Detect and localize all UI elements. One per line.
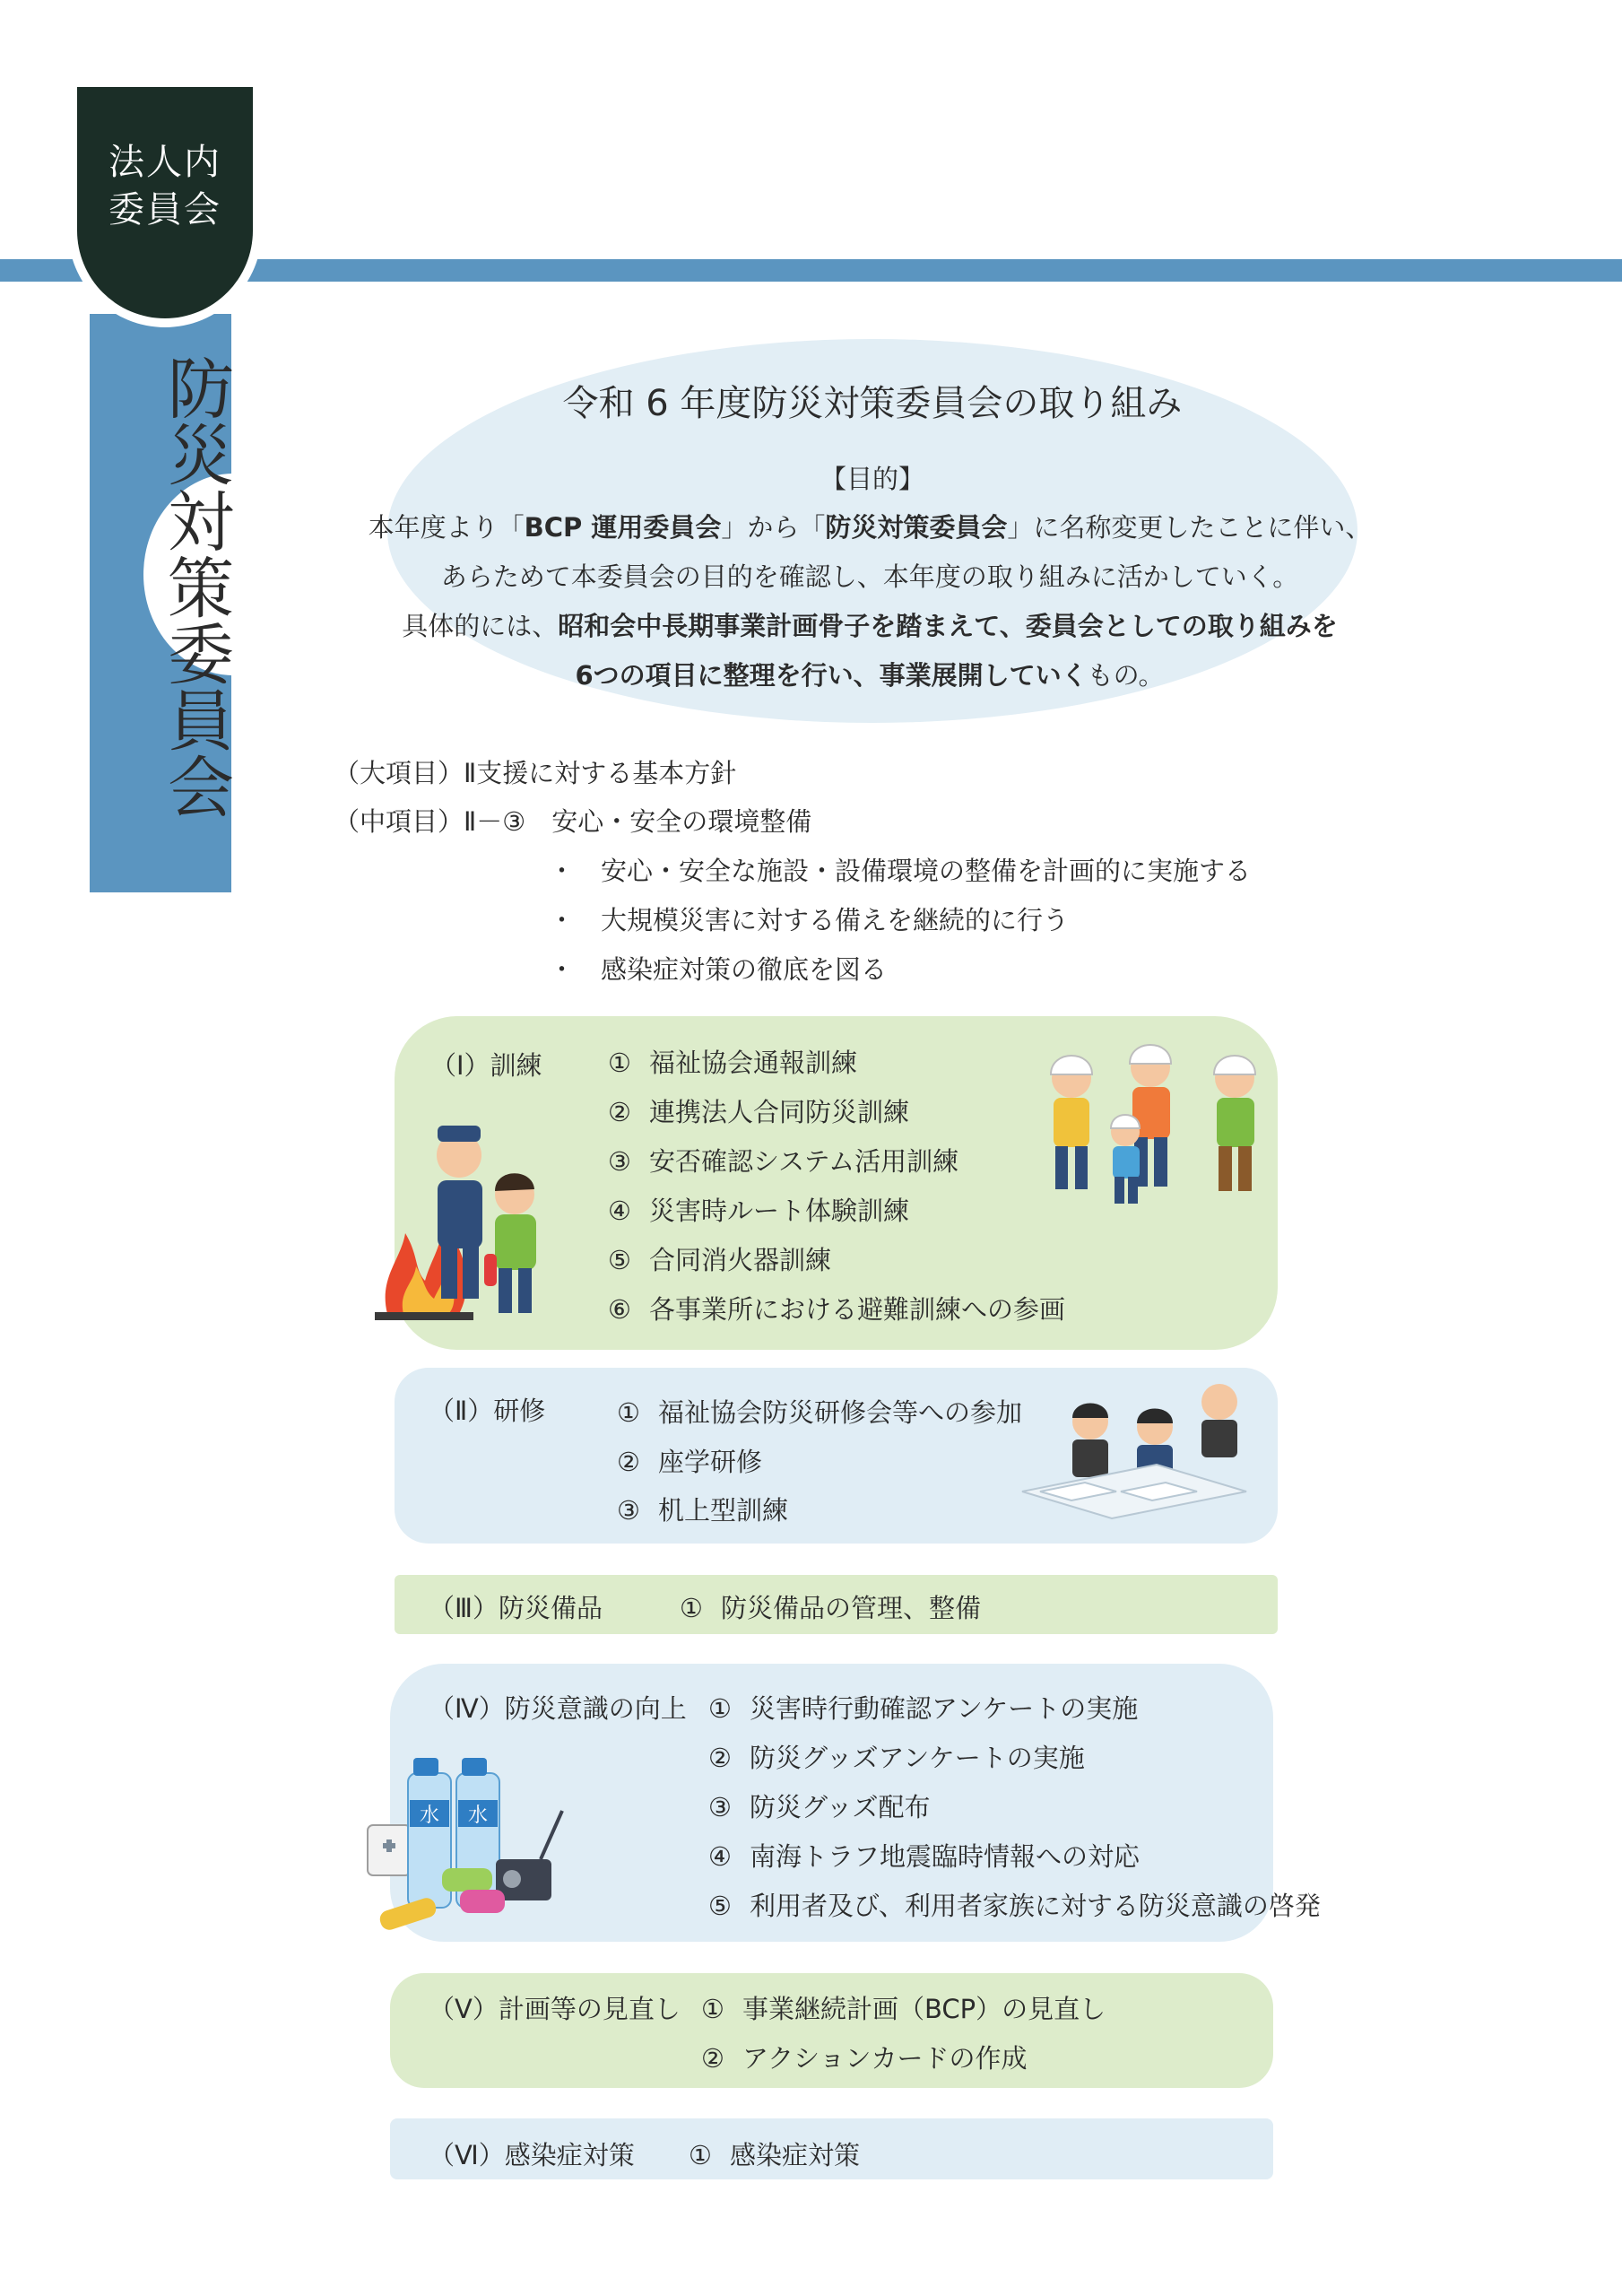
item-text: 災害時行動確認アンケートの実施 (750, 1693, 1139, 1724)
list-item (608, 1043, 857, 1080)
item-number: ① (608, 1048, 631, 1078)
item-number: ① (680, 1593, 703, 1623)
section-label: （Ⅵ）感染症対策 (429, 2140, 635, 2170)
item-number: ② (608, 1097, 631, 1127)
item-number: ① (708, 1693, 732, 1724)
list-item (617, 1393, 1022, 1430)
item-number: ① (617, 1397, 640, 1428)
list-item (680, 1588, 981, 1625)
vertical-title: 防災対策委員会 (157, 354, 234, 819)
list-item (708, 1886, 1321, 1923)
committee-tab (77, 87, 253, 318)
text-segment: 具体的には、 (402, 611, 559, 641)
seminar-illustration (1022, 1377, 1255, 1534)
list-item (608, 1191, 909, 1228)
item-number: ④ (608, 1196, 631, 1226)
old-committee-name: BCP 運用委員会 (524, 512, 722, 543)
list-item (608, 1092, 909, 1129)
item-text: 机上型訓練 (658, 1495, 789, 1526)
policy-middle: （中項目）Ⅱ－③ 安心・安全の環境整備 (334, 806, 812, 837)
item-text: アクションカードの作成 (742, 2043, 1028, 2074)
item-text: 防災備品の管理、整備 (721, 1593, 982, 1623)
purpose-heading: 【目的】 (820, 464, 924, 494)
section-label: （Ⅳ）防災意識の向上 (429, 1693, 687, 1724)
policy-bullet: ・ 大規模災害に対する備えを継続的に行う (549, 905, 1070, 935)
text-segment: 本年度より「 (368, 512, 525, 543)
list-item (701, 2039, 1028, 2075)
item-text: 感染症対策 (730, 2140, 861, 2170)
list-item (708, 1787, 931, 1824)
item-number: ③ (608, 1146, 631, 1177)
item-text: 防災グッズアンケートの実施 (750, 1743, 1085, 1773)
purpose-line-2: あらためて本委員会の目的を確認し、本年度の取り組みに活かしていく。 (440, 561, 1299, 592)
list-item (708, 1837, 1140, 1874)
new-committee-name: 防災対策委員会 (825, 512, 1008, 543)
list-item (608, 1240, 831, 1277)
text-segment: 」に名称変更したことに伴い、 (1007, 512, 1372, 543)
item-number: ② (701, 2043, 724, 2074)
item-number: ① (689, 2140, 712, 2170)
item-text: 福祉協会通報訓練 (649, 1048, 858, 1078)
bold-segment: 昭和会中長期事業計画骨子を踏まえて、委員会としての取り組みを (558, 611, 1338, 641)
list-item (608, 1142, 958, 1178)
purpose-line-3 (341, 606, 1399, 643)
item-text: 連携法人合同防災訓練 (649, 1097, 910, 1127)
page-title: 令和 6 年度防災対策委員会の取り組み (562, 383, 1183, 424)
item-text: 災害時ルート体験訓練 (649, 1196, 910, 1226)
item-number: ② (617, 1447, 640, 1477)
list-item (708, 1738, 1085, 1775)
section-label: （Ⅱ）研修 (429, 1396, 546, 1426)
item-text: 福祉協会防災研修会等への参加 (658, 1397, 1023, 1428)
section-label: （Ⅲ）防災備品 (429, 1593, 603, 1623)
policy-bullet: ・ 安心・安全な施設・設備環境の整備を計画的に実施する (549, 856, 1252, 886)
policy-major: （大項目）Ⅱ支援に対する基本方針 (334, 758, 737, 788)
item-number: ② (708, 1743, 732, 1773)
purpose-line-4 (341, 656, 1399, 692)
water-label: 水 (467, 1805, 489, 1827)
item-number: ⑤ (608, 1245, 631, 1275)
policy-bullet: ・ 感染症対策の徹底を図る (549, 954, 888, 985)
tab-line-1: 法人内 (108, 142, 221, 183)
water-label: 水 (419, 1805, 440, 1827)
list-item (701, 1989, 1106, 2026)
text-segment: 」から「 (721, 512, 826, 543)
item-number: ⑥ (608, 1294, 631, 1325)
item-text: 防災グッズ配布 (750, 1792, 931, 1822)
item-number: ⑤ (708, 1891, 732, 1921)
item-text: 各事業所における避難訓練への参画 (649, 1294, 1066, 1325)
tab-line-2: 委員会 (108, 189, 221, 230)
item-number: ③ (708, 1792, 732, 1822)
list-item (617, 1442, 762, 1479)
item-text: 合同消火器訓練 (649, 1245, 832, 1275)
text-segment: もの。 (1087, 660, 1165, 691)
fire-drill-illustration (369, 1112, 576, 1327)
list-item (689, 2135, 860, 2172)
list-item (708, 1689, 1138, 1726)
item-text: 利用者及び、利用者家族に対する防災意識の啓発 (750, 1891, 1321, 1921)
section-label: （Ⅴ）計画等の見直し (429, 1994, 681, 2024)
item-number: ③ (617, 1495, 640, 1526)
item-number: ④ (708, 1841, 732, 1872)
evacuation-illustration (1036, 1031, 1287, 1211)
section-label: （Ⅰ）訓練 (430, 1050, 542, 1081)
item-text: 安否確認システム活用訓練 (649, 1146, 959, 1177)
bold-segment: 6つの項目に整理を行い、事業展開していく (575, 660, 1088, 691)
purpose-line-1 (341, 508, 1399, 544)
list-item (608, 1290, 1065, 1326)
item-number: ① (701, 1994, 724, 2024)
list-item (617, 1491, 788, 1527)
item-text: 南海トラフ地震臨時情報への対応 (750, 1841, 1141, 1872)
emergency-supplies-illustration (363, 1753, 578, 1937)
item-text: 事業継続計画（BCP）の見直し (742, 1994, 1106, 2024)
item-text: 座学研修 (658, 1447, 763, 1477)
